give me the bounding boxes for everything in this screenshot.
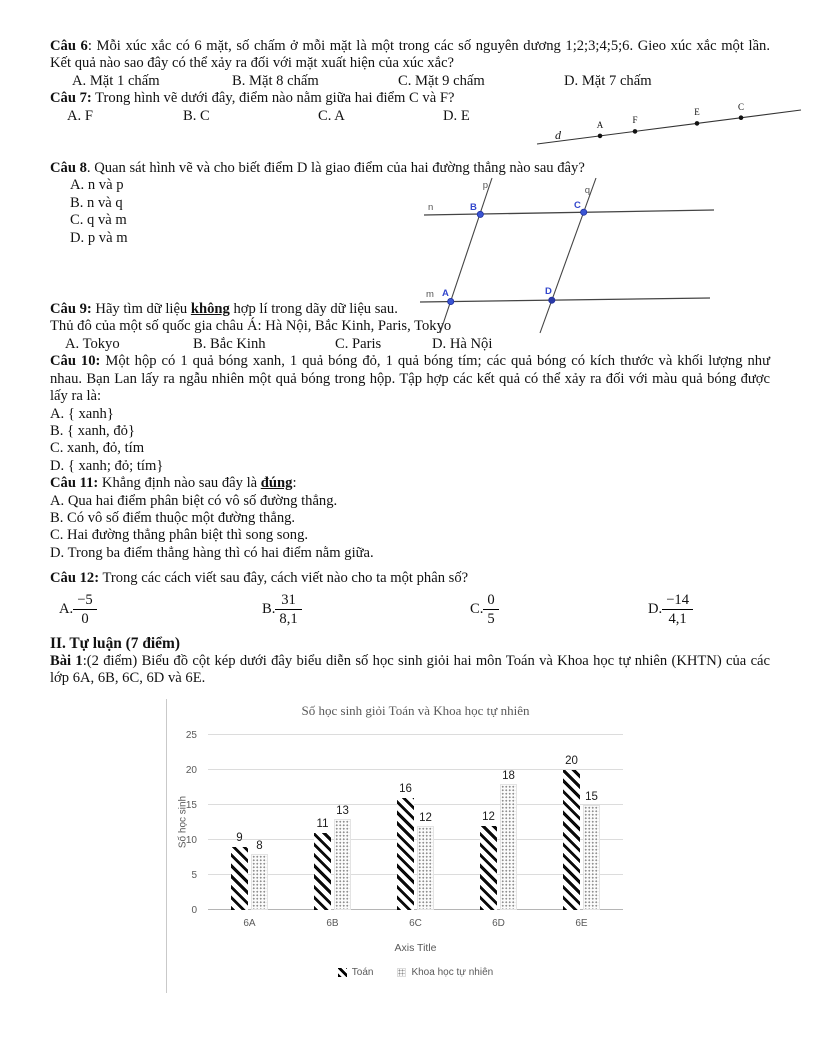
- question-9-label: Câu 9:: [50, 301, 92, 318]
- line-q-label: q: [584, 185, 590, 196]
- bar-group-6D: [457, 735, 540, 910]
- chart-y-axis: [167, 730, 201, 916]
- question-9-emphasis: không: [190, 301, 230, 318]
- data-label-khtn-6B: 13: [336, 805, 349, 817]
- point-C-label: C: [737, 102, 745, 112]
- question-6: [50, 38, 770, 73]
- fraction-d: [662, 591, 693, 628]
- option-q6-a: A. Mặt 1 chấm: [72, 72, 160, 89]
- fraction-c-numerator: 0: [483, 591, 498, 610]
- bai-1-text: :(2 điểm) Biểu đồ cột kép dưới đây biểu diễn số học sinh giỏi hai môn Toán và Khoa học tự nhiên (KHTN) của các lớp 6A, 6B, 6C, 6D và 6E.: [50, 652, 771, 686]
- point-F: [633, 129, 638, 134]
- legend-item-toan: [338, 967, 374, 978]
- legend-label-toan: Toán: [351, 967, 374, 978]
- question-8-text: . Quan sát hình vẽ và cho biết điểm D là giao điểm của hai đường thẳng nào sau đây?: [86, 160, 585, 177]
- data-label-khtn-6A: 8: [256, 840, 263, 852]
- data-label-toan-6E: 20: [565, 755, 578, 767]
- question-12-options: [59, 588, 770, 632]
- point-A: [598, 134, 603, 139]
- data-label-khtn-6E: 15: [585, 791, 598, 803]
- bar-toan-6E: [563, 755, 580, 910]
- point-C-label: C: [574, 200, 581, 211]
- legend-marker-toan-icon: [338, 968, 347, 977]
- option-q12-a: [59, 591, 262, 628]
- question-6-text: : Mỗi xúc xắc có 6 mặt, số chấm ở mỗi mặt là một trong các số nguyên dương 1;2;3;4;5;6. Gieo xúc xắc một lần. Kết quả nào sao đây có thể xảy ra đối với mặt xuất hiện của xúc xắc?: [50, 38, 770, 72]
- chart-x-axis-title: Axis Title: [394, 942, 437, 954]
- option-q6-d: D. Mặt 7 chấm: [564, 72, 652, 89]
- option-q12-a-label: A.: [59, 601, 74, 618]
- q7-figure: [533, 100, 805, 150]
- question-9-options: [65, 336, 770, 353]
- question-7-label: Câu 7:: [50, 90, 92, 107]
- line-q: [540, 178, 596, 333]
- bar-khtn-6A: [251, 840, 268, 910]
- question-7-text: Trong hình vẽ dưới đây, điểm nào nằm giữa hai điểm C và F?: [91, 90, 455, 107]
- option-q9-d: D. Hà Nội: [432, 335, 493, 352]
- data-label-toan-6C: 16: [399, 783, 412, 795]
- bar-khtn-6B: [334, 805, 351, 910]
- fraction-d-numerator: −14: [662, 591, 693, 610]
- option-q8-a: A. n và p: [70, 177, 124, 194]
- bar-group-6E: [540, 735, 623, 910]
- question-11-text-post: :: [292, 475, 297, 492]
- y-tick-20: 20: [185, 765, 197, 776]
- point-A-label: A: [596, 120, 604, 130]
- y-tick-0: 0: [191, 905, 197, 916]
- option-q12-d: [648, 591, 693, 628]
- data-label-toan-6B: 11: [316, 818, 329, 830]
- chart-title: Số học sinh giỏi Toán và Khoa học tự nhiên: [301, 703, 530, 718]
- bar-toan-6D: [480, 811, 497, 910]
- option-q7-a: A. F: [67, 107, 93, 124]
- question-6-options: [72, 73, 770, 90]
- point-E: [695, 121, 700, 126]
- fraction-d-denominator: 4,1: [668, 611, 687, 628]
- question-9-text-post: hợp lí trong dãy dữ liệu sau.: [229, 301, 398, 318]
- point-D-label: D: [545, 286, 552, 297]
- option-q6-b: B. Mặt 8 chấm: [232, 72, 319, 89]
- question-11-emphasis: đúng: [260, 475, 293, 492]
- question-9-subtext: Thủ đô của một số quốc gia châu Á: Hà Nội, Bắc Kinh, Paris, Tokyo: [50, 318, 452, 335]
- option-q10-a: A. { xanh}: [50, 405, 114, 422]
- option-q12-b: [262, 591, 470, 628]
- legend-item-khtn: [397, 967, 493, 978]
- bar-toan-6A: [231, 832, 248, 910]
- option-q8-c: C. q và m: [70, 212, 127, 229]
- point-A-label: A: [442, 288, 449, 299]
- question-12: [50, 570, 770, 587]
- question-6-label: Câu 6: [50, 38, 88, 54]
- option-q11-a: A. Qua hai điểm phân biệt có vô số đường thẳng.: [50, 492, 338, 509]
- question-10: [50, 353, 770, 405]
- bar-group-6A: [208, 735, 291, 910]
- fraction-a-denominator: 0: [81, 611, 89, 628]
- x-tick-6E: 6E: [575, 918, 588, 929]
- legend-label-khtn: Khoa học tự nhiên: [411, 967, 494, 978]
- data-label-toan-6D: 12: [482, 811, 495, 823]
- bai-1: [50, 653, 770, 688]
- point-F-label: F: [632, 115, 638, 125]
- line-d-label: d: [555, 128, 561, 142]
- option-q11-c: C. Hai đường thẳng phân biệt thì song song.: [50, 527, 309, 544]
- bar-khtn-6C: [417, 812, 434, 910]
- option-q8-d: D. p và m: [70, 229, 128, 246]
- question-11-label: Câu 11:: [50, 475, 99, 492]
- chart-legend: [208, 967, 623, 978]
- option-q10-c: C. xanh, đỏ, tím: [50, 440, 145, 457]
- line-d: [537, 110, 801, 144]
- question-11-options: [50, 493, 770, 563]
- fraction-a-numerator: −5: [73, 591, 97, 610]
- fraction-c-denominator: 5: [487, 611, 495, 628]
- line-n-label: n: [428, 202, 434, 213]
- chart-y-axis-label: Số học sinh: [177, 795, 189, 849]
- question-8-label: Câu 8: [50, 160, 87, 177]
- x-tick-6D: 6D: [492, 918, 505, 929]
- bar-toan-6B: [314, 818, 331, 910]
- x-tick-6C: 6C: [409, 918, 422, 929]
- question-10-label: Câu 10:: [50, 353, 101, 370]
- option-q10-d: D. { xanh; đỏ; tím}: [50, 457, 164, 474]
- line-m: [420, 298, 710, 302]
- data-label-toan-6A: 9: [236, 832, 243, 844]
- option-q7-b: B. C: [183, 107, 210, 124]
- bai-1-label: Bài 1: [50, 652, 83, 669]
- point-C: [739, 115, 744, 120]
- option-q12-c-label: C.: [470, 601, 484, 618]
- q8-figure: [418, 174, 718, 334]
- option-q11-d: D. Trong ba điểm thẳng hàng thì có hai điểm nằm giữa.: [50, 544, 374, 561]
- question-10-text: Một hộp có 1 quả bóng xanh, 1 quả bóng đỏ, 1 quả bóng tím; các quả bóng có kích thước và khối lượng như nhau. Bạn Lan lấy ra ngẫu nhiên một quả bóng trong hộp. Tập hợp các kết quả có thể xảy ra đối với màu quả bóng được lấy ra là:: [50, 353, 770, 405]
- bar-khtn-6E: [583, 791, 600, 910]
- option-q11-b: B. Có vô số điểm thuộc một đường thẳng.: [50, 509, 296, 526]
- section-2-heading: II. Tự luận (7 điểm): [50, 634, 180, 652]
- line-p-label: p: [482, 180, 488, 191]
- option-q7-c: C. A: [318, 107, 345, 124]
- point-E-label: E: [694, 107, 700, 117]
- question-9-text-pre: Hãy tìm dữ liệu: [91, 301, 191, 318]
- fraction-a: [73, 591, 97, 628]
- line-n: [424, 210, 714, 215]
- line-m-label: m: [426, 289, 434, 300]
- bar-khtn-6D: [500, 770, 517, 910]
- legend-marker-khtn-icon: [397, 968, 406, 977]
- fraction-b-numerator: 31: [275, 591, 301, 610]
- y-tick-10: 10: [185, 835, 197, 846]
- fraction-b: [275, 591, 301, 628]
- option-q8-b: B. n và q: [70, 194, 123, 211]
- y-tick-15: 15: [185, 800, 197, 811]
- chart-x-axis: [208, 918, 623, 929]
- question-12-label: Câu 12:: [50, 570, 100, 587]
- option-q10-b: B. { xanh, đỏ}: [50, 422, 135, 439]
- chart-plot: [208, 735, 623, 910]
- question-12-text: Trong các cách viết sau đây, cách viết nào cho ta một phân số?: [99, 570, 469, 587]
- question-11-text-pre: Khẳng định nào sau đây là: [98, 475, 261, 492]
- fraction-b-denominator: 8,1: [279, 611, 298, 628]
- option-q9-c: C. Paris: [335, 335, 382, 352]
- fraction-c: [483, 591, 498, 628]
- option-q12-d-label: D.: [648, 601, 663, 618]
- question-11: [50, 475, 770, 492]
- question-10-options: [50, 406, 770, 476]
- y-tick-5: 5: [191, 870, 197, 881]
- option-q7-d: D. E: [443, 107, 470, 124]
- point-B-label: B: [470, 202, 477, 213]
- option-q12-b-label: B.: [262, 601, 276, 618]
- bar-group-6B: [291, 735, 374, 910]
- x-tick-6A: 6A: [243, 918, 256, 929]
- point-C: [581, 209, 587, 215]
- data-label-khtn-6C: 12: [419, 812, 432, 824]
- option-q12-c: [470, 591, 648, 628]
- option-q9-b: B. Bắc Kinh: [193, 335, 266, 352]
- bar-toan-6C: [397, 783, 414, 910]
- bar-group-6C: [374, 735, 457, 910]
- y-tick-25: 25: [185, 730, 197, 741]
- point-D: [549, 297, 555, 303]
- chart: [166, 699, 728, 993]
- point-B: [477, 211, 483, 217]
- line-p: [440, 178, 492, 333]
- option-q6-c: C. Mặt 9 chấm: [398, 72, 485, 89]
- data-label-khtn-6D: 18: [502, 770, 515, 782]
- point-A: [448, 298, 454, 304]
- x-tick-6B: 6B: [326, 918, 339, 929]
- option-q9-a: A. Tokyo: [65, 335, 120, 352]
